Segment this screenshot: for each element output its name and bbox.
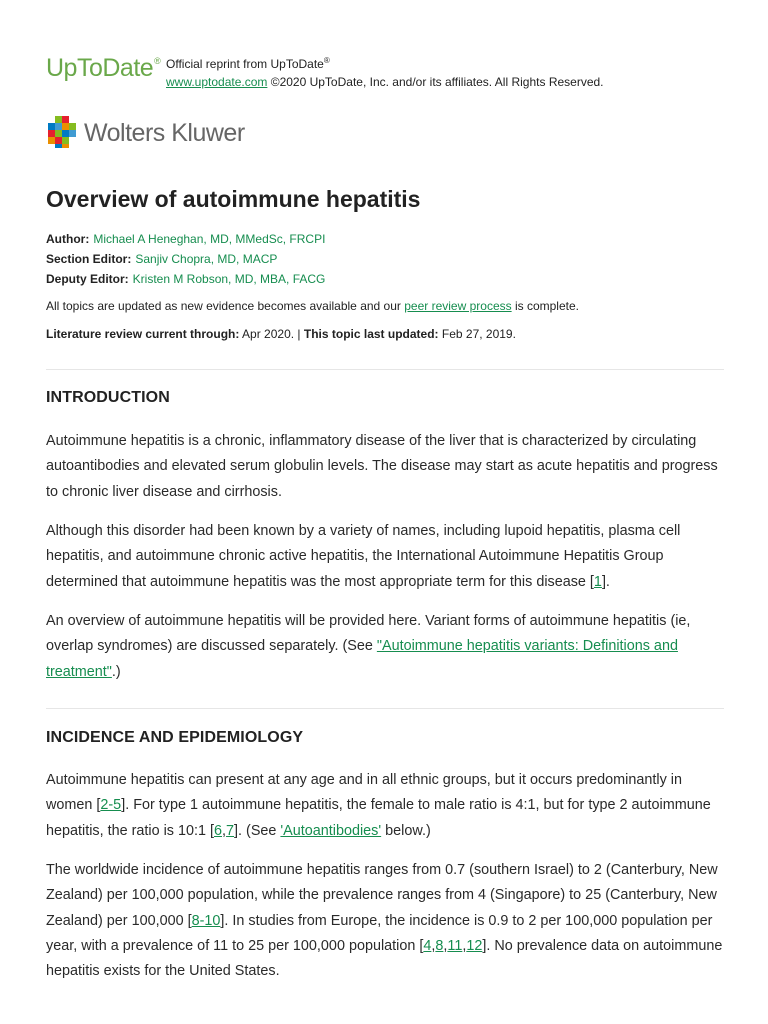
introduction-paragraph-3 — [46, 609, 726, 685]
divider — [46, 369, 724, 370]
reference-link[interactable]: 12 — [466, 937, 483, 954]
para-text: Autoimmune hepatitis can present at any age and in all ethnic groups, but it occurs predominantly in women [ — [46, 772, 682, 814]
epidemiology-paragraph-1 — [46, 768, 726, 844]
para-text: An overview of autoimmune hepatitis will be provided here. Variant forms of autoimmune hepatitis (ie, overlap syndromes) are discussed separately. (See — [46, 613, 691, 655]
para-text: ]. For type 1 autoimmune hepatitis, the female to male ratio is 4:1, but for type 2 autoimmune hepatitis, the ratio is 10:1 [ — [46, 797, 711, 839]
variants-topic-link[interactable]: "Autoimmune hepatitis variants: Definitions and treatment" — [46, 638, 678, 680]
para-text: ]. (See — [234, 822, 281, 839]
deputy-editor-name[interactable]: Kristen M Robson, MD, MBA, FACG — [132, 272, 326, 286]
section-editor-label: Section Editor: — [46, 252, 132, 266]
para-text: below.) — [381, 822, 431, 839]
author-row — [46, 229, 325, 249]
para-text: ]. In studies from Europe, the incidence is 0.9 to 2 per 100,000 population per year, with a prevalence of 11 to 25 per 100,000 population [ — [46, 912, 713, 954]
reprint-header — [46, 52, 726, 92]
last-updated-value: Feb 27, 2019. — [438, 327, 516, 341]
lit-review-value: Apr 2020. | — [239, 327, 304, 341]
page-title: Overview of autoimmune hepatitis — [46, 186, 421, 212]
reference-link[interactable]: 7 — [226, 822, 235, 839]
introduction-heading: INTRODUCTION — [46, 389, 170, 406]
reference-link[interactable]: 1 — [593, 573, 602, 590]
para-text: .) — [111, 663, 121, 680]
epidemiology-heading: INCIDENCE AND EPIDEMIOLOGY — [46, 729, 304, 746]
para-text: , — [443, 937, 448, 954]
uptodate-logo — [46, 54, 160, 83]
deputy-editor-row — [46, 269, 325, 289]
reference-link[interactable]: 4 — [423, 937, 432, 954]
reprint-notice — [166, 52, 604, 91]
para-text: , — [462, 937, 467, 954]
reprint-line: Official reprint from UpToDate — [166, 57, 324, 71]
author-name[interactable]: Michael A Heneghan, MD, MMedSc, FRCPI — [93, 232, 326, 246]
reference-link[interactable]: 8 — [435, 937, 444, 954]
epidemiology-paragraph-2 — [46, 858, 726, 984]
reference-link[interactable]: 8-10 — [191, 912, 221, 929]
lit-review-label: Literature review current through: — [46, 327, 240, 341]
para-text: ]. — [601, 573, 610, 590]
introduction-paragraph-1: Autoimmune hepatitis is a chronic, inflammatory disease of the liver that is characterized by circulating autoantibodies and elevated serum globulin levels. The disease may start as acute hepatitis and progress to chronic liver disease and cirrhosis. — [46, 433, 718, 500]
copyright-text: ©2020 UpToDate, Inc. and/or its affiliates. All Rights Reserved. — [267, 75, 604, 89]
section-editor-row — [46, 249, 325, 269]
reference-link[interactable]: 6 — [214, 822, 223, 839]
reference-link[interactable]: 2-5 — [100, 797, 122, 814]
update-note-end: is complete. — [511, 299, 579, 313]
para-text: The worldwide incidence of autoimmune hepatitis ranges from 0.7 (southern Israel) to 2 (Canterbury, New Zealand) per 100,000 population, while the prevalence ranges from 4 (Singapore) to 25 (Canterbury, New Zealand) per 100,000 [ — [46, 862, 718, 929]
wolters-kluwer-icon — [46, 116, 78, 148]
uptodate-logo-text: UpToDate — [46, 54, 154, 82]
last-updated-label: This topic last updated: — [303, 327, 439, 341]
deputy-editor-label: Deputy Editor: — [46, 272, 129, 286]
wolters-kluwer-logo — [46, 116, 346, 148]
section-editor-name[interactable]: Sanjiv Chopra, MD, MACP — [135, 252, 278, 266]
update-note — [46, 297, 579, 315]
update-note-text: All topics are updated as new evidence becomes available and our — [46, 299, 405, 313]
reprint-mark: ® — [323, 56, 330, 65]
reference-link[interactable]: 11 — [447, 937, 463, 954]
peer-review-link[interactable]: peer review process — [404, 299, 512, 313]
para-text: ]. No prevalence data on autoimmune hepatitis exists for the United States. — [46, 937, 723, 980]
para-text: Although this disorder had been known by a variety of names, including lupoid hepatitis, plasma cell hepatitis, and autoimmune chronic active hepatitis, the International Autoimmune Hepatitis Group determined that autoimmune hepatitis was the most appropriate term for this disease [ — [46, 523, 681, 590]
para-text: , — [431, 937, 436, 954]
author-label: Author: — [46, 232, 90, 246]
para-text: , — [222, 822, 227, 839]
autoantibodies-section-link[interactable]: 'Autoantibodies' — [280, 822, 382, 839]
uptodate-logo-mark: ® — [154, 56, 161, 66]
introduction-paragraph-2 — [46, 519, 726, 595]
uptodate-site-link[interactable]: www.uptodate.com — [166, 75, 268, 89]
review-dates — [46, 325, 516, 343]
article-credits — [46, 229, 325, 289]
divider — [46, 708, 724, 709]
wolters-kluwer-name: Wolters Kluwer — [84, 119, 245, 147]
